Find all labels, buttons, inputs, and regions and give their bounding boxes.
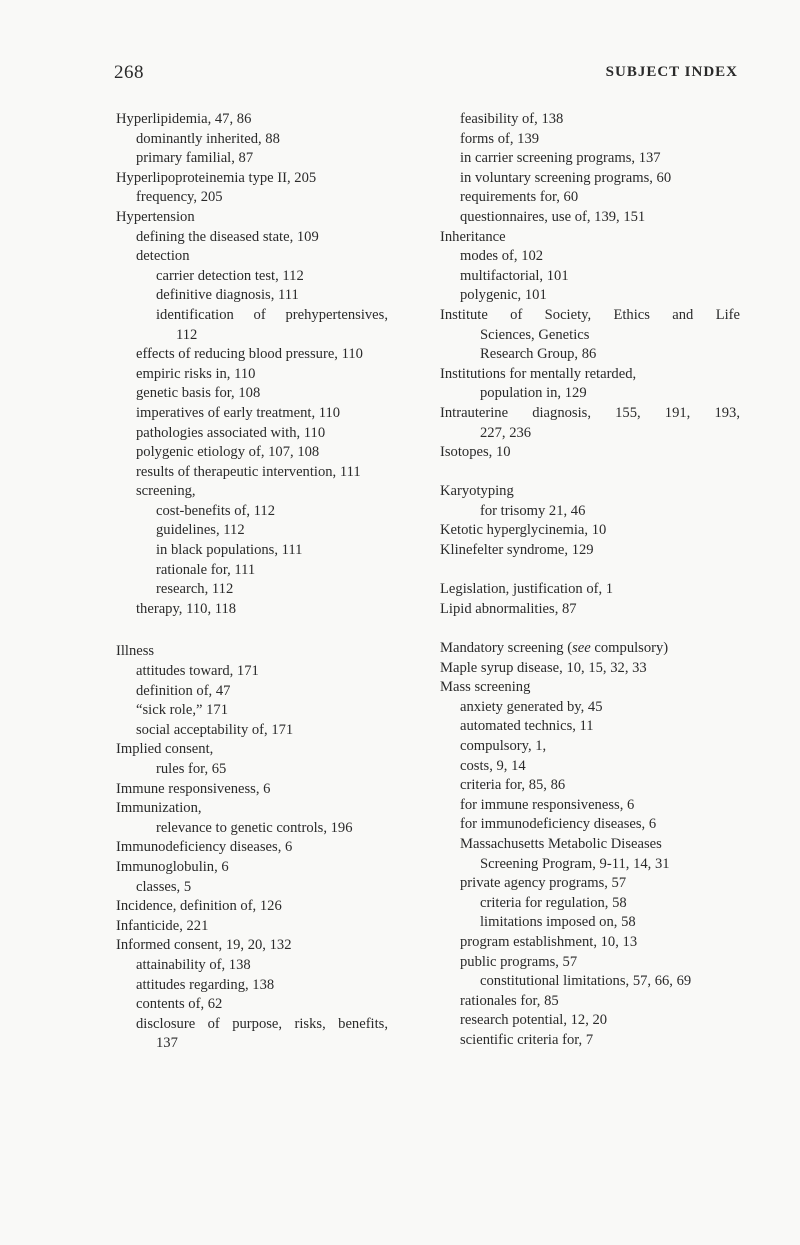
index-subentry: rules for, 65 — [156, 761, 227, 777]
index-subentry: multifactorial, 101 — [460, 267, 569, 284]
index-subentry: public programs, 57 — [460, 953, 578, 970]
index-subentry: limitations imposed on, 58 — [480, 914, 636, 931]
index-subentry: disclosure of purpose, risks, benefits, — [136, 1015, 388, 1032]
index-subentry: contents of, 62 — [136, 996, 223, 1013]
index-subentry: dominantly inherited, 88 — [136, 130, 280, 147]
index-heading: Mass screening — [440, 679, 531, 696]
index-subentry: forms of, 139 — [460, 130, 540, 147]
index-heading: Hypertension — [116, 208, 195, 225]
index-subentry: “sick role,” 171 — [136, 702, 228, 719]
index-subentry: feasibility of, 138 — [460, 111, 564, 127]
index-subentry: requirements for, 60 — [460, 189, 579, 206]
index-subentry: results of therapeutic intervention, 111 — [136, 463, 361, 480]
index-subentry: for immune responsiveness, 6 — [460, 796, 635, 813]
running-head: SUBJECT INDEX — [605, 64, 738, 80]
index-heading: Incidence, definition of, 126 — [116, 898, 282, 915]
index-subentry: research potential, 12, 20 — [460, 1012, 608, 1029]
index-subentry: automated technics, 11 — [460, 718, 594, 735]
index-subentry: screening, — [136, 483, 196, 500]
index-heading: Implied consent, — [116, 741, 214, 758]
index-heading: Klinefelter syndrome, 129 — [440, 542, 594, 559]
index-subentry: genetic basis for, 108 — [136, 385, 261, 402]
index-subentry: 137 — [156, 1035, 178, 1052]
index-subentry: private agency programs, 57 — [460, 875, 627, 892]
section-gap — [440, 561, 740, 581]
index-heading: Inheritance — [440, 228, 506, 245]
index-subentry: defining the diseased state, 109 — [136, 228, 319, 245]
index-subentry: imperatives of early treatment, 110 — [136, 404, 341, 421]
page-number: 268 — [114, 62, 144, 83]
index-subentry: detection — [136, 248, 190, 265]
index-subentry: Research Group, 86 — [480, 346, 597, 363]
index-heading: Maple syrup disease, 10, 15, 32, 33 — [440, 659, 647, 676]
index-subentry: criteria for regulation, 58 — [480, 894, 627, 911]
index-subentry: primary familial, 87 — [136, 150, 254, 167]
index-subentry: relevance to genetic controls, 196 — [156, 819, 353, 836]
index-subentry: constitutional limitations, 57, 66, 69 — [480, 973, 692, 990]
index-subentry: definition of, 47 — [136, 682, 231, 699]
index-subentry: in black populations, 111 — [156, 542, 303, 559]
index-subentry: effects of reducing blood pressure, 110 — [136, 346, 363, 363]
index-subentry: rationales for, 85 — [460, 992, 559, 1009]
index-subentry: in voluntary screening programs, 60 — [460, 169, 672, 186]
index-heading: Lipid abnormalities, 87 — [440, 600, 577, 617]
index-subentry: research, 112 — [156, 581, 234, 598]
index-subentry: costs, 9, 14 — [460, 757, 526, 774]
index-subentry: cost-benefits of, 112 — [156, 502, 276, 519]
index-subentry: definitive diagnosis, 111 — [156, 287, 299, 304]
index-subentry: in carrier screening programs, 137 — [460, 150, 661, 167]
index-subentry: attitudes toward, 171 — [136, 663, 259, 680]
index-heading: Immune responsiveness, 6 — [116, 780, 271, 797]
index-heading: Karyotyping — [440, 483, 514, 500]
index-subentry: Screening Program, 9-11, 14, 31 — [480, 855, 670, 872]
index-subentry: attitudes regarding, 138 — [136, 976, 275, 993]
index-subentry: modes of, 102 — [460, 248, 544, 265]
index-subentry: for trisomy 21, 46 — [480, 502, 586, 519]
index-subentry: program establishment, 10, 13 — [460, 933, 638, 950]
index-subentry: criteria for, 85, 86 — [460, 777, 566, 794]
index-subentry: pathologies associated with, 110 — [136, 424, 326, 441]
index-subentry: compulsory, 1, — [460, 738, 547, 754]
index-subentry: rationale for, 111 — [156, 561, 256, 578]
index-subentry: guidelines, 112 — [156, 522, 245, 539]
index-subentry: anxiety generated by, 45 — [460, 698, 603, 715]
index-column-left — [116, 110, 388, 1054]
index-heading: Intrauterine diagnosis, 155, 191, 193, — [440, 404, 740, 421]
index-heading: Illness — [116, 643, 155, 660]
index-heading: Hyperlipidemia, 47, 86 — [116, 111, 252, 127]
index-subentry: questionnaires, use of, 139, 151 — [460, 208, 646, 225]
index-heading: Ketotic hyperglycinemia, 10 — [440, 522, 607, 539]
index-heading: Immunodeficiency diseases, 6 — [116, 839, 293, 856]
index-subentry: social acceptability of, 171 — [136, 721, 294, 738]
section-gap — [440, 619, 740, 639]
index-subentry: frequency, 205 — [136, 189, 223, 206]
index-subentry: polygenic, 101 — [460, 287, 547, 304]
index-subentry: identification of prehypertensives, — [156, 306, 388, 323]
index-subentry: carrier detection test, 112 — [156, 267, 304, 284]
index-subentry: Sciences, Genetics — [480, 326, 590, 343]
index-heading: Hyperlipoproteinemia type II, 205 — [116, 169, 317, 186]
index-heading: Immunization, — [116, 800, 202, 817]
index-heading: Informed consent, 19, 20, 132 — [116, 937, 292, 954]
index-subentry: attainability of, 138 — [136, 956, 251, 973]
index-heading: Institute of Society, Ethics and Life — [440, 306, 740, 323]
index-subentry: for immunodeficiency diseases, 6 — [460, 816, 657, 833]
index-subentry: population in, 129 — [480, 385, 587, 402]
index-subentry: Massachusetts Metabolic Diseases — [460, 835, 662, 852]
section-gap — [116, 619, 388, 642]
index-heading: Immunoglobulin, 6 — [116, 858, 229, 875]
index-subentry: 227, 236 — [480, 424, 532, 441]
index-heading: Mandatory screening (see compulsory) — [440, 640, 669, 657]
index-subentry: empiric risks in, 110 — [136, 365, 256, 382]
section-gap — [440, 463, 740, 483]
index-subentry: polygenic etiology of, 107, 108 — [136, 444, 320, 461]
index-heading: Isotopes, 10 — [440, 444, 511, 461]
index-column-right — [440, 110, 740, 1051]
index-subentry: 112 — [176, 326, 198, 343]
index-heading: Legislation, justification of, 1 — [440, 581, 614, 598]
index-heading: Institutions for mentally retarded, — [440, 365, 637, 382]
index-heading: Infanticide, 221 — [116, 917, 209, 934]
index-subentry: classes, 5 — [136, 878, 192, 895]
index-subentry: scientific criteria for, 7 — [460, 1031, 594, 1048]
index-subentry: therapy, 110, 118 — [136, 600, 237, 617]
